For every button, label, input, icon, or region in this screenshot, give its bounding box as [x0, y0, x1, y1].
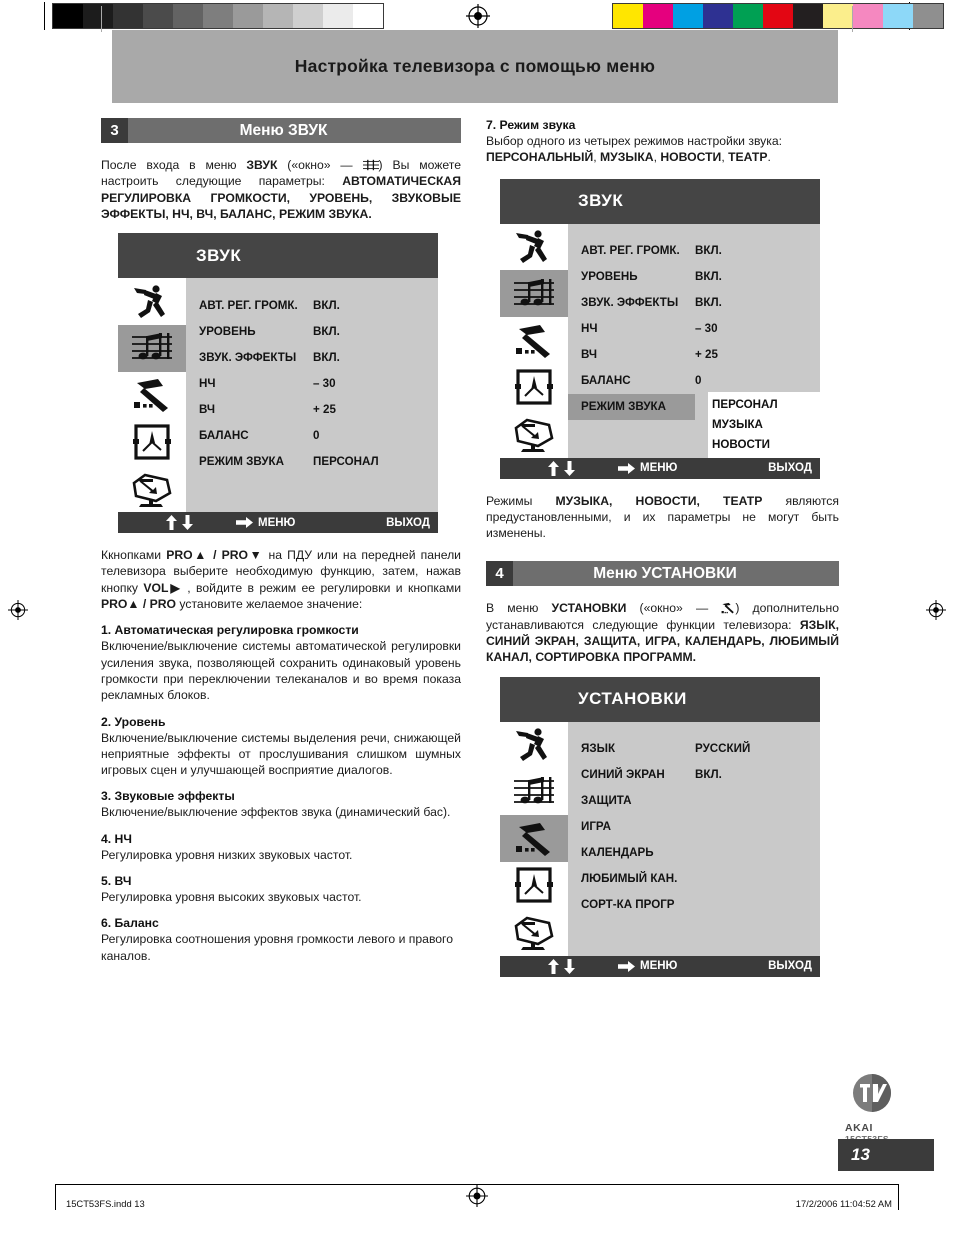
osd-row-label: ЛЮБИМЫЙ КАН.: [581, 872, 678, 886]
osd-row-label: КАЛЕНДАРЬ: [581, 846, 654, 860]
note-text-1: Режимы: [486, 493, 556, 508]
feature-heading: 3. Звуковые эффекты: [101, 789, 235, 804]
osd-row-label: ЗВУК. ЭФФЕКТЫ: [199, 350, 297, 364]
color-swatch-row: [612, 3, 944, 29]
osd-row[interactable]: [568, 342, 820, 368]
osd-icon-timer-clock-icon[interactable]: [500, 364, 568, 411]
osd-row-label: АВТ. РЕГ. ГРОМК.: [581, 244, 680, 258]
edge-rule-left: [44, 2, 45, 30]
item7-sep-2: ,: [653, 150, 661, 165]
arrow-right-icon: [618, 961, 635, 972]
trim-mark: [852, 6, 853, 32]
osd-row-label: ВЧ: [199, 402, 216, 416]
osd-exit-label: ВЫХОД: [386, 516, 430, 529]
osd-row[interactable]: [186, 318, 438, 344]
osd-footer: [500, 458, 820, 479]
osd-icon-picture-person-icon[interactable]: [118, 278, 186, 325]
note-text-2: являются предустановленными, и их параметры не могут быть изменены.: [486, 493, 839, 541]
swatch: [733, 4, 763, 28]
osd-row-label: НЧ: [581, 322, 598, 336]
swatch: [793, 4, 823, 28]
osd-menu-label: МЕНЮ: [640, 462, 678, 475]
osd-title: ЗВУК: [500, 179, 820, 224]
swatch: [53, 4, 83, 28]
osd-row-label: ВЧ: [581, 348, 598, 362]
osd-row-label: ЗВУК. ЭФФЕКТЫ: [581, 296, 679, 310]
section-header-install: [486, 561, 839, 586]
osd-row[interactable]: [568, 368, 820, 394]
osd-row-value: ВКЛ.: [695, 768, 722, 782]
nav-bold-pro-2: PRO▲ / PRO: [101, 597, 177, 612]
section-number: 3: [101, 118, 128, 143]
osd-icon-av-tv-icon[interactable]: [118, 465, 186, 512]
nav-text-3: , войдите в режим ее регулировки и кнопками: [181, 580, 461, 595]
osd-row-label: ЯЗЫК: [581, 742, 616, 756]
page-header-banner: [112, 30, 838, 103]
item7-mode-personal: ПЕРСОНАЛЬНЫЙ: [486, 150, 594, 165]
osd-row-label: БАЛАНС: [199, 428, 249, 442]
osd-row-label: УРОВЕНЬ: [581, 270, 638, 284]
feature-heading: 2. Уровень: [101, 714, 166, 729]
swatch: [353, 4, 383, 28]
osd-title: УСТАНОВКИ: [500, 677, 820, 722]
osd-row-list: [568, 722, 820, 956]
swatch: [883, 4, 913, 28]
akai-logo-icon: [851, 1072, 893, 1114]
arrow-up-icon: [548, 959, 559, 974]
osd-icon-install-hammer-icon[interactable]: [118, 372, 186, 419]
feature-heading: 1. Автоматическая регулировка громкости: [101, 623, 359, 638]
print-calibration-strip: [0, 0, 954, 32]
osd-row[interactable]: [568, 264, 820, 290]
intro-bold-zvuk: ЗВУК: [246, 158, 278, 172]
swatch: [203, 4, 233, 28]
osd-icon-install-hammer-icon[interactable]: [500, 815, 568, 862]
sound-menu-intro-paragraph: [101, 157, 461, 222]
osd-row-label: РЕЖИМ ЗВУКА: [568, 394, 695, 420]
osd-row-list: [568, 224, 820, 458]
osd-body: [500, 722, 820, 956]
item7-sep-1: ,: [593, 150, 601, 165]
feature-heading: 5. ВЧ: [101, 874, 132, 889]
swatch: [113, 4, 143, 28]
nav-text-1: Ккнопками: [101, 548, 167, 563]
osd-row-value: ВКЛ.: [695, 244, 722, 258]
footer-timestamp: 17/2/2006 11:04:52 AM: [795, 1198, 892, 1209]
intro-text-3: ) Вы можете настроить следующие параметры:: [101, 158, 461, 189]
item7-mode-news: НОВОСТИ: [660, 150, 722, 165]
osd-row[interactable]: [568, 290, 820, 316]
item7-heading: 7. Режим звука: [486, 118, 576, 132]
install-text-2: («окно» —: [626, 601, 722, 616]
item7-mode-music: МУЗЫКА: [600, 150, 654, 165]
osd-row[interactable]: [186, 370, 438, 396]
osd-menu-hint: [618, 462, 677, 474]
item7-mode-theatre: ТЕАТР: [728, 150, 768, 165]
osd-row[interactable]: [568, 736, 820, 762]
osd-row-value: 0: [313, 428, 320, 442]
osd-sound-menu-mode-dropdown: [500, 179, 820, 479]
arrow-down-icon: [564, 461, 575, 476]
osd-row-label: ИГРА: [581, 820, 611, 834]
trim-mark: [101, 6, 102, 32]
osd-row-value: ВКЛ.: [313, 298, 340, 312]
osd-row-value: 0: [695, 374, 702, 388]
osd-row[interactable]: [186, 344, 438, 370]
brand-name: AKAI: [845, 1122, 874, 1134]
arrow-down-icon: [564, 959, 575, 974]
osd-updown-arrows: [166, 515, 193, 530]
osd-exit-label: ВЫХОД: [768, 462, 812, 475]
osd-icon-column: [118, 278, 186, 512]
nav-text-2: на ПДУ или на передней панели телевизора выберите необходимую функцию, затем, нажав кнопку: [101, 548, 461, 595]
arrow-up-icon: [548, 461, 559, 476]
item7-text-1: Выбор одного из четырех режимов настройки звука:: [486, 134, 783, 148]
arrow-right-icon: [618, 463, 635, 474]
item7-body: [486, 133, 839, 166]
osd-row-label: НЧ: [199, 376, 216, 390]
osd-row-value: ПЕРСОНАЛ: [313, 454, 379, 468]
section-title: Меню УСТАНОВКИ: [513, 561, 839, 586]
osd-row-value: + 25: [695, 348, 718, 362]
section-number: 4: [486, 561, 513, 586]
osd-row-value: + 25: [313, 402, 336, 416]
osd-menu-label: МЕНЮ: [640, 960, 678, 973]
footer-tick-right: [898, 1184, 899, 1210]
osd-row-label: СИНИЙ ЭКРАН: [581, 768, 665, 782]
intro-text-1: После входа в меню: [101, 158, 247, 172]
osd-row[interactable]: [186, 422, 438, 448]
osd-dropdown-option[interactable]: НОВОСТИ: [712, 437, 770, 451]
left-column: [101, 118, 461, 964]
nav-bold-pro-1: PRO▲ / PRO▼: [166, 548, 264, 563]
page-title: Настройка телевизора с помощью меню: [294, 56, 656, 76]
osd-install-menu: [500, 677, 820, 977]
osd-row[interactable]: [568, 762, 820, 788]
swatch: [643, 4, 673, 28]
install-text-1: В меню: [486, 601, 552, 616]
sound-feature-list: [101, 623, 461, 964]
footer-filename: 15CT53FS.indd 13: [66, 1198, 145, 1209]
osd-row[interactable]: [568, 840, 820, 866]
nav-instructions-paragraph: [101, 547, 461, 612]
osd-dropdown-option[interactable]: ПЕРСОНАЛ: [712, 397, 778, 411]
osd-icon-picture-person-icon[interactable]: [500, 722, 568, 769]
swatch: [293, 4, 323, 28]
sound-note-icon: [363, 159, 379, 171]
osd-row[interactable]: [186, 396, 438, 422]
osd-title: ЗВУК: [118, 233, 438, 278]
osd-icon-timer-clock-icon[interactable]: [500, 862, 568, 909]
osd-row-value: ВКЛ.: [695, 270, 722, 284]
osd-row-value: – 30: [313, 376, 336, 390]
osd-row-value: РУССКИЙ: [695, 742, 751, 756]
footer-tick-left: [55, 1184, 56, 1210]
osd-icon-av-tv-icon[interactable]: [500, 411, 568, 458]
swatch: [913, 4, 943, 28]
feature-body: Регулировка уровня низких звуковых частот.: [101, 847, 353, 862]
install-bold-functions: ЯЗЫК, СИНИЙ ЭКРАН, ЗАЩИТА, ИГРА, КАЛЕНДАРЬ, ЛЮБИМЫЙ КАНАЛ, СОРТИРОВКА ПРОГРАММ.: [486, 617, 839, 665]
feature-body: Включение/выключение системы выделения речи, снижающей неприятные эффекты от прослушивания слишком шумных игровых сцен и улучшающей восприятие диалогов.: [101, 730, 461, 778]
osd-icon-picture-person-icon[interactable]: [500, 224, 568, 271]
install-bold-ustanovki: УСТАНОВКИ: [551, 601, 627, 616]
swatch: [143, 4, 173, 28]
swatch: [263, 4, 293, 28]
swatch: [173, 4, 203, 28]
install-text-3: ) дополнительно устанавливаются следующие функции телевизора:: [486, 601, 839, 632]
osd-icon-column: [500, 722, 568, 956]
osd-row[interactable]: [568, 814, 820, 840]
section-header-sound: [101, 118, 461, 143]
swatch: [703, 4, 733, 28]
registration-mark-icon: [8, 600, 28, 620]
osd-menu-hint: [618, 960, 677, 972]
install-menu-intro-paragraph: [486, 600, 839, 665]
osd-icon-column: [500, 224, 568, 458]
osd-row-label: УРОВЕНЬ: [199, 324, 256, 338]
feature-body: Регулировка уровня высоких звуковых частот.: [101, 890, 362, 905]
osd-icon-timer-clock-icon[interactable]: [118, 419, 186, 466]
preset-modes-note: [486, 493, 839, 542]
feature-heading: 4. НЧ: [101, 831, 132, 846]
arrow-up-icon: [166, 515, 177, 530]
nav-bold-vol: VOL▶: [143, 580, 182, 595]
swatch: [673, 4, 703, 28]
swatch: [83, 4, 113, 28]
osd-updown-arrows: [548, 461, 575, 476]
osd-sound-menu-basic: [118, 233, 438, 533]
osd-row[interactable]: [186, 292, 438, 318]
osd-row-label: ЗАЩИТА: [581, 794, 632, 808]
feature-body: Включение/выключение системы автоматической регулировки усиления звука, позволяющей сохранить одинаковый уровень громкости при переключении телеканалов и во время показа рекламных блоков.: [101, 639, 461, 703]
osd-exit-label: ВЫХОД: [768, 960, 812, 973]
osd-body: [500, 224, 820, 458]
page-number: 13: [838, 1139, 934, 1171]
arrow-down-icon: [182, 515, 193, 530]
osd-row-label: АВТ. РЕГ. ГРОМК.: [199, 298, 298, 312]
swatch: [233, 4, 263, 28]
osd-row[interactable]: [568, 238, 820, 264]
osd-row[interactable]: [568, 316, 820, 342]
osd-row-value: ВКЛ.: [695, 296, 722, 310]
item7-sep-3: ,: [721, 150, 729, 165]
osd-row-label: РЕЖИМ ЗВУКА: [199, 454, 285, 468]
osd-icon-sound-notes-icon[interactable]: [500, 270, 568, 317]
item7-end: .: [767, 150, 771, 165]
osd-row[interactable]: [568, 788, 820, 814]
osd-icon-sound-notes-icon[interactable]: [118, 325, 186, 372]
swatch: [763, 4, 793, 28]
right-column: [486, 118, 839, 991]
osd-row-value: ВКЛ.: [313, 350, 340, 364]
osd-row-list: [186, 278, 438, 512]
registration-mark-icon: [926, 600, 946, 620]
brand-block: [845, 1072, 905, 1144]
osd-icon-av-tv-icon[interactable]: [500, 909, 568, 956]
swatch: [853, 4, 883, 28]
install-hammer-icon: [721, 602, 735, 614]
osd-body: [118, 278, 438, 512]
nav-text-4: установите желаемое значение:: [176, 597, 363, 612]
intro-bold-params: АВТОМАТИЧЕСКАЯ РЕГУЛИРОВКА ГРОМКОСТИ, УРОВЕНЬ, ЗВУКОВЫЕ ЭФФЕКТЫ, НЧ, ВЧ, БАЛАНС, РЕЖИМ ЗВУКА.: [101, 174, 461, 221]
note-bold-modes: МУЗЫКА, НОВОСТИ, ТЕАТР: [555, 493, 763, 508]
osd-row-label: БАЛАНС: [581, 374, 631, 388]
osd-menu-hint: [236, 517, 295, 529]
arrow-right-icon: [236, 517, 253, 528]
osd-icon-install-hammer-icon[interactable]: [500, 317, 568, 364]
intro-text-2: («окно» —: [277, 158, 363, 172]
osd-updown-arrows: [548, 959, 575, 974]
osd-row[interactable]: [568, 892, 820, 918]
osd-row-label: СОРТ-КА ПРОГР: [581, 898, 675, 912]
osd-row-value: – 30: [695, 322, 718, 336]
osd-dropdown-option[interactable]: МУЗЫКА: [712, 417, 763, 431]
swatch: [613, 4, 643, 28]
section-title: Меню ЗВУК: [128, 118, 461, 143]
feature-body: Включение/выключение эффектов звука (динамический бас).: [101, 805, 451, 820]
registration-mark-icon: [466, 4, 490, 28]
swatch: [823, 4, 853, 28]
osd-footer: [500, 956, 820, 977]
osd-row-value: ВКЛ.: [313, 324, 340, 338]
registration-mark-icon: [466, 1185, 488, 1207]
osd-icon-sound-notes-icon[interactable]: [500, 768, 568, 815]
feature-heading: 6. Баланс: [101, 916, 159, 931]
osd-footer: [118, 512, 438, 533]
feature-body: Регулировка соотношения уровня громкости левого и правого каналов.: [101, 932, 454, 963]
osd-row[interactable]: [568, 866, 820, 892]
swatch: [323, 4, 353, 28]
osd-menu-label: МЕНЮ: [258, 516, 296, 529]
osd-row[interactable]: [186, 448, 438, 474]
